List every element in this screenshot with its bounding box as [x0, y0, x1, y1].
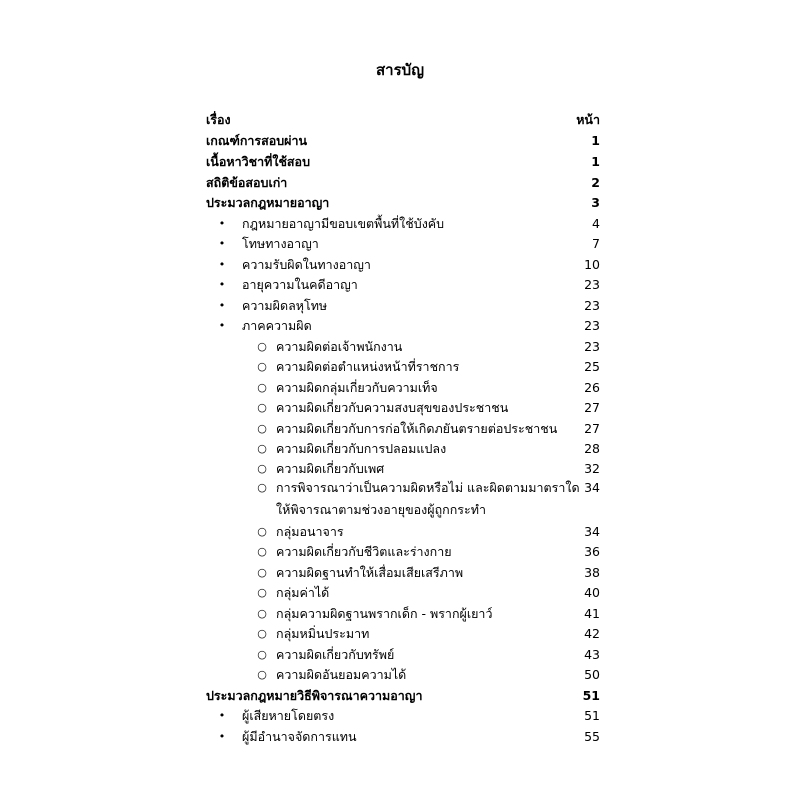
- bullet-icon: •: [218, 319, 226, 332]
- toc-entry: [0, 686, 800, 706]
- toc-entry: [0, 234, 800, 254]
- toc-entry-label: ความรับผิดในทางอาญา: [242, 257, 371, 272]
- toc-entry-label: โทษทางอาญา: [242, 236, 319, 251]
- toc-entry: [0, 583, 800, 603]
- bullet-icon: •: [218, 258, 226, 271]
- toc-entry: [0, 459, 800, 479]
- toc-entry-label: การพิจารณาว่าเป็นความผิดหรือไม่ และผิดตามมาตราใด: [276, 480, 580, 495]
- toc-entry: [0, 152, 800, 172]
- toc-entry-label: ความผิดกลุ่มเกี่ยวกับความเท็จ: [276, 380, 438, 395]
- bullet-icon: •: [218, 217, 226, 230]
- circle-bullet-icon: ○: [257, 648, 267, 661]
- toc-entry-page: 51: [582, 688, 600, 703]
- toc-entry-label: กลุ่มอนาจาร: [276, 524, 344, 539]
- toc-entry-page: 34: [584, 480, 600, 495]
- toc-entry: [0, 398, 800, 418]
- toc-entry: [0, 478, 800, 498]
- toc-entry-page: 7: [592, 236, 600, 251]
- circle-bullet-icon: ○: [257, 627, 267, 640]
- toc-entry-label: เนื้อหาวิชาที่ใช้สอบ: [206, 154, 311, 169]
- toc-entry: [0, 522, 800, 542]
- toc-entry-page: 42: [584, 626, 600, 641]
- bullet-icon: •: [218, 299, 226, 312]
- toc-entry: [0, 296, 800, 316]
- page-column-header: หน้า: [576, 112, 600, 127]
- toc-entry: [0, 275, 800, 295]
- page-title: สารบัญ: [376, 61, 424, 79]
- toc-entry-page: 26: [584, 380, 600, 395]
- circle-bullet-icon: ○: [257, 545, 267, 558]
- toc-entry-label: อายุความในคดีอาญา: [242, 277, 358, 292]
- toc-entry-label: ภาคความผิด: [242, 318, 312, 333]
- toc-entry-page: 28: [584, 441, 600, 456]
- toc-entry: [0, 604, 800, 624]
- toc-entry-page: 10: [584, 257, 600, 272]
- circle-bullet-icon: ○: [257, 340, 267, 353]
- toc-entry: [0, 624, 800, 644]
- toc-entry-page: 40: [584, 585, 600, 600]
- toc-entry-page: 1: [591, 133, 600, 148]
- toc-entry-label: ความผิดเกี่ยวกับเพศ: [276, 461, 385, 476]
- toc-entry: [0, 131, 800, 151]
- toc-entry-page: 36: [584, 544, 600, 559]
- circle-bullet-icon: ○: [257, 668, 267, 681]
- toc-entry-page: 50: [584, 667, 600, 682]
- toc-entry-label: ความผิดเกี่ยวกับความสงบสุขของประชาชน: [276, 400, 509, 415]
- toc-entry-label: ความผิดลหุโทษ: [242, 298, 328, 313]
- toc-entry-page: 2: [591, 175, 600, 190]
- toc-entry-label: กฎหมายอาญามีขอบเขตพื้นที่ใช้บังคับ: [242, 216, 445, 231]
- subject-column-header: เรื่อง: [206, 112, 231, 127]
- toc-entry-label: สถิติข้อสอบเก่า: [206, 175, 288, 190]
- toc-entry: [0, 645, 800, 665]
- toc-entry-label: ความผิดเกี่ยวกับชีวิตและร่างกาย: [276, 544, 452, 559]
- circle-bullet-icon: ○: [257, 462, 267, 475]
- toc-entry-label: ผู้มีอำนาจจัดการแทน: [242, 729, 357, 744]
- toc-entry-label: ความผิดเกี่ยวกับการก่อให้เกิดภยันตรายต่อประชาชน: [276, 421, 558, 436]
- toc-entry-page: 23: [584, 318, 600, 333]
- toc-entry-label: ความผิดเกี่ยวกับการปลอมแปลง: [276, 441, 447, 456]
- toc-entry-page: 34: [584, 524, 600, 539]
- toc-entry-page: 27: [584, 400, 600, 415]
- toc-entry-label: กลุ่มค่าได้: [276, 585, 330, 600]
- toc-entry-label: ผู้เสียหายโดยตรง: [242, 708, 335, 723]
- toc-entry-page: 23: [584, 298, 600, 313]
- toc-entry-page: 38: [584, 565, 600, 580]
- circle-bullet-icon: ○: [257, 566, 267, 579]
- circle-bullet-icon: ○: [257, 586, 267, 599]
- circle-bullet-icon: ○: [257, 360, 267, 373]
- circle-bullet-icon: ○: [257, 481, 267, 494]
- toc-entry-page: 23: [584, 277, 600, 292]
- toc-entry-label-continuation: ให้พิจารณาตามช่วงอายุของผู้ถูกกระทำ: [276, 502, 486, 517]
- bullet-icon: •: [218, 278, 226, 291]
- toc-entry-label: กลุ่มหมิ่นประมาท: [276, 626, 370, 641]
- bullet-icon: •: [218, 730, 226, 743]
- toc-entry: [0, 316, 800, 336]
- toc-entry-label: ความผิดต่อตำแหน่งหน้าที่ราชการ: [276, 359, 460, 374]
- toc-entry-page: 51: [584, 708, 600, 723]
- circle-bullet-icon: ○: [257, 525, 267, 538]
- toc-header: [0, 110, 800, 130]
- toc-entry: [0, 419, 800, 439]
- circle-bullet-icon: ○: [257, 607, 267, 620]
- toc-entry-page: 55: [584, 729, 600, 744]
- toc-entry-label: เกณฑ์การสอบผ่าน: [206, 133, 308, 148]
- toc-entry-label: ความผิดฐานทำให้เสื่อมเสียเสรีภาพ: [276, 565, 464, 580]
- circle-bullet-icon: ○: [257, 401, 267, 414]
- toc-entry-page: 43: [584, 647, 600, 662]
- toc-entry: [0, 563, 800, 583]
- toc-entry: [0, 542, 800, 562]
- toc-entry-page: 1: [591, 154, 600, 169]
- toc-entry: [0, 337, 800, 357]
- toc-entry-label: ประมวลกฎหมายวิธีพิจารณาความอาญา: [206, 688, 423, 703]
- toc-entry: [0, 439, 800, 459]
- toc-entry-label: ความผิดอันยอมความได้: [276, 667, 407, 682]
- toc-entry-label: ความผิดต่อเจ้าพนักงาน: [276, 339, 403, 354]
- toc-entry-page: 32: [584, 461, 600, 476]
- toc-entry: [0, 378, 800, 398]
- toc-entry: [0, 665, 800, 685]
- toc-entry-label: ความผิดเกี่ยวกับทรัพย์: [276, 647, 395, 662]
- toc-entry: [0, 706, 800, 726]
- bullet-icon: •: [218, 709, 226, 722]
- toc-entry: [0, 214, 800, 234]
- toc-entry-label: ประมวลกฎหมายอาญา: [206, 195, 330, 210]
- circle-bullet-icon: ○: [257, 442, 267, 455]
- toc-entry-page: 25: [584, 359, 600, 374]
- bullet-icon: •: [218, 237, 226, 250]
- toc-entry: [0, 727, 800, 747]
- toc-entry: [0, 255, 800, 275]
- toc-entry-page: 23: [584, 339, 600, 354]
- toc-entry-label: กลุ่มความผิดฐานพรากเด็ก - พรากผู้เยาว์: [276, 606, 493, 621]
- toc-entry: [0, 173, 800, 193]
- circle-bullet-icon: ○: [257, 381, 267, 394]
- toc-entry-page: 41: [584, 606, 600, 621]
- toc-entry-page: 3: [591, 195, 600, 210]
- toc-entry-page: 4: [592, 216, 600, 231]
- toc-entry: [0, 193, 800, 213]
- toc-entry-page: 27: [584, 421, 600, 436]
- circle-bullet-icon: ○: [257, 422, 267, 435]
- toc-entry: [0, 357, 800, 377]
